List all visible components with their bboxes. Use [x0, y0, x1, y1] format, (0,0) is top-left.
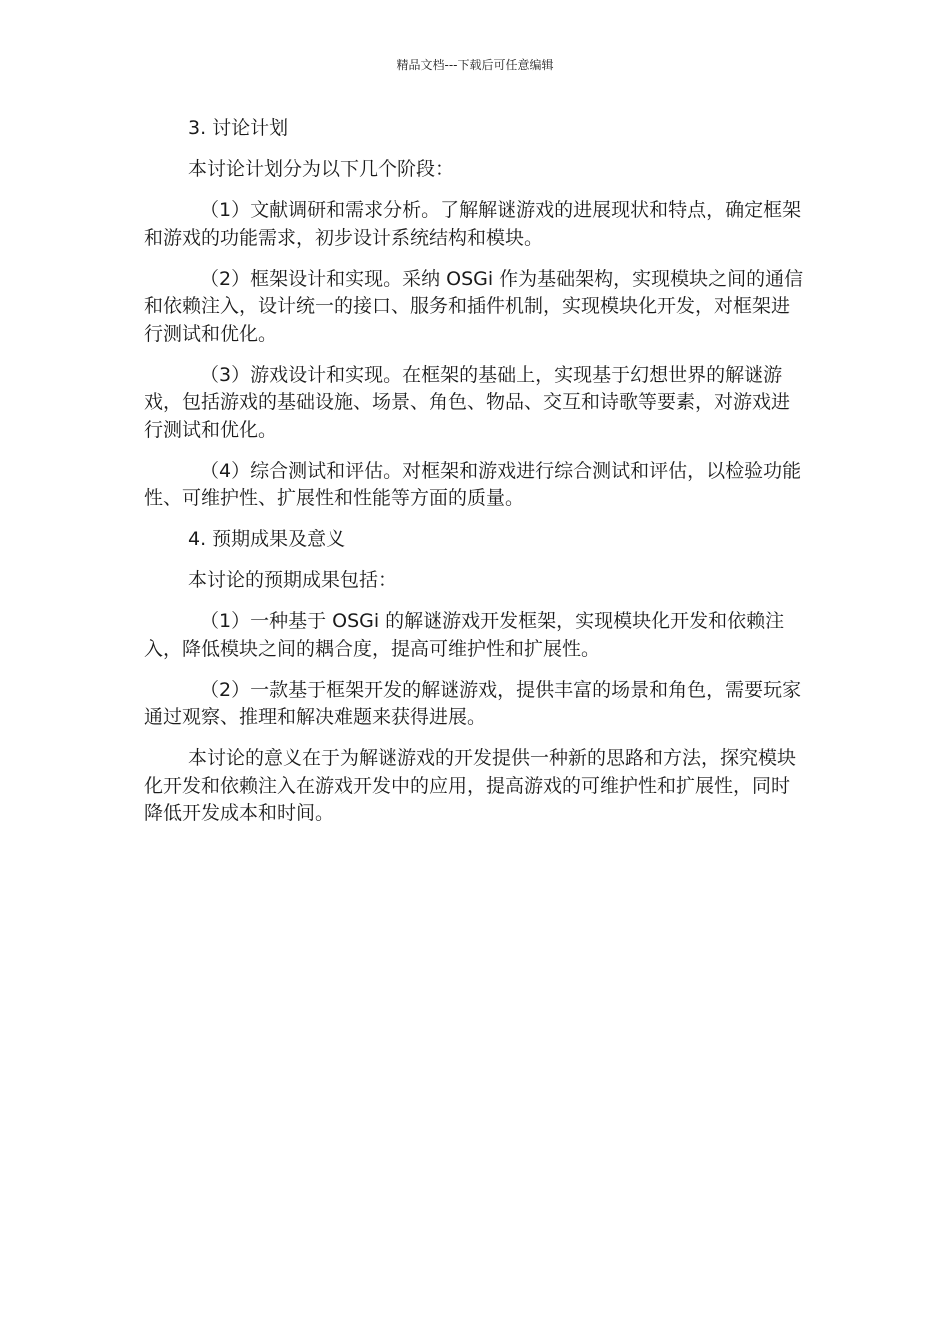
list-item-stage-4: （4）综合测试和评估。对框架和游戏进行综合测试和评估，以检验功能性、可维护性、扩展性和性能等方面的质量。: [144, 459, 802, 509]
list-item-stage-1: （1）文献调研和需求分析。了解解谜游戏的进展现状和特点，确定框架和游戏的功能需求，初步设计系统结构和模块。: [144, 199, 802, 249]
section-heading-expected-results: 4. 预期成果及意义: [188, 528, 346, 550]
page-header: 精品文档---下载后可任意编辑: [396, 58, 554, 72]
paragraph-significance: 本讨论的意义在于为解谜游戏的开发提供一种新的思路和方法，探究模块化开发和依赖注入在游戏开发中的应用，提高游戏的可维护性和扩展性，同时降低开发成本和时间。: [144, 747, 797, 824]
list-item-stage-3: （3）游戏设计和实现。在框架的基础上，实现基于幻想世界的解谜游戏，包括游戏的基础设施、场景、角色、物品、交互和诗歌等要素，对游戏进行测试和优化。: [144, 363, 791, 441]
document-body: [144, 115, 806, 841]
list-item-result-2: （2）一款基于框架开发的解谜游戏，提供丰富的场景和角色，需要玩家通过观察、推理和解决难题来获得进展。: [144, 678, 802, 728]
paragraph-plan-intro: 本讨论计划分为以下几个阶段：: [188, 158, 455, 180]
list-item-result-1: （1）一种基于 OSGi 的解谜游戏开发框架，实现模块化开发和依赖注入，降低模块之间的耦合度，提高可维护性和扩展性。: [144, 610, 785, 660]
paragraph-results-intro: 本讨论的预期成果包括：: [188, 569, 398, 591]
list-item-stage-2: （2）框架设计和实现。采纳 OSGi 作为基础架构，实现模块之间的通信和依赖注入，设计统一的接口、服务和插件机制，实现模块化开发，对框架进行测试和优化。: [144, 267, 804, 345]
section-heading-research-plan: 3. 讨论计划: [188, 117, 289, 139]
